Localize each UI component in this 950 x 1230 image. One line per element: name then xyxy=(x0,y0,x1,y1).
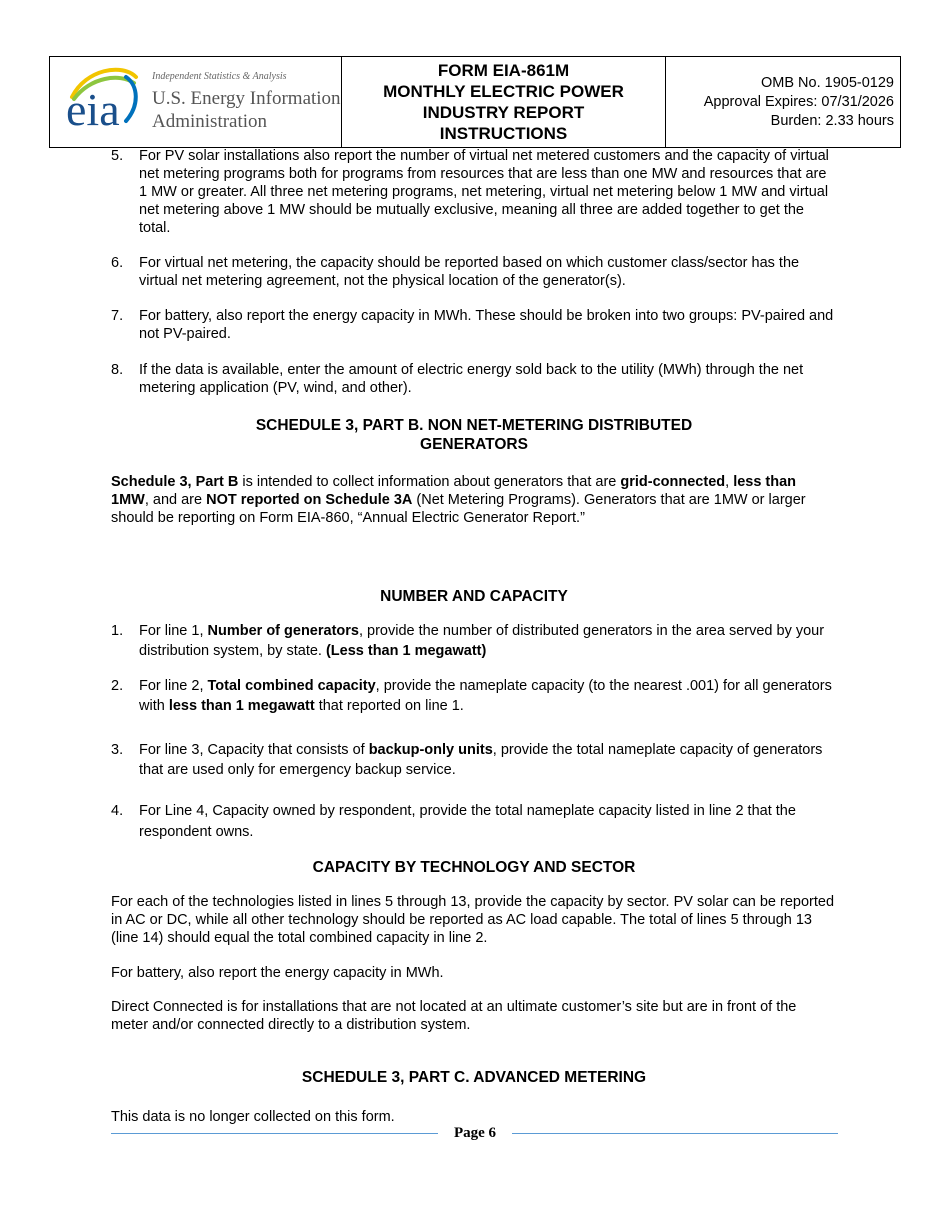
item-text xyxy=(139,621,837,661)
logo-wordmark: eia xyxy=(66,84,120,135)
form-title-line: FORM EIA-861M xyxy=(437,61,570,80)
text-run: For line 1, xyxy=(139,623,208,639)
omb-info xyxy=(666,57,900,147)
battery-note: For battery, also report the energy capacity in MWh. xyxy=(111,965,444,981)
bold-phrase: less than 1MW xyxy=(111,474,797,508)
item-text xyxy=(139,740,837,780)
item-number: 4. xyxy=(111,803,124,819)
item-text xyxy=(139,676,837,716)
footer-rule-right xyxy=(512,1133,838,1134)
item-number: 1. xyxy=(111,623,124,639)
page-number: Page 6 xyxy=(453,1125,497,1141)
item-text: For PV solar installations also report the number of virtual net metered customers and the capacity of virtual net metering programs both for programs from resources that are less than one MW and resources that are 1 MW or greater. All three net metering programs, net metering, virtual net metering below 1 MW and virtual net metering above 1 MW should be mutually exclusive, meaning all three are added together to get the total. xyxy=(139,148,829,236)
item-number: 5. xyxy=(111,148,124,164)
bold-phrase: less than 1 megawatt xyxy=(168,698,315,714)
schedule-3c-note: This data is no longer collected on this form. xyxy=(111,1109,395,1125)
footer-rule-left xyxy=(111,1133,438,1134)
schedule-3b-intro xyxy=(111,473,837,527)
text-run: that reported on line 1. xyxy=(314,698,464,714)
text-run: , xyxy=(725,474,734,490)
org-name-line2: Administration xyxy=(152,111,268,132)
text-run: For line 3, Capacity that consists of xyxy=(139,742,369,758)
item-text: If the data is available, enter the amount of electric energy sold back to the utility (MWh) through the net metering application (PV, wind, and other). xyxy=(139,362,804,396)
item-number: 6. xyxy=(111,255,124,271)
list-item xyxy=(111,621,837,661)
bold-phrase: NOT reported on Schedule 3A xyxy=(206,492,413,508)
burden-hours: Burden: 2.33 hours xyxy=(770,112,894,129)
item-text: For Line 4, Capacity owned by respondent, provide the total nameplate capacity listed in line 2 that the respondent owns. xyxy=(139,803,796,840)
bold-phrase: backup-only units xyxy=(368,742,493,758)
list-item xyxy=(111,254,837,290)
form-title-line: MONTHLY ELECTRIC POWER xyxy=(383,82,624,101)
text-run: For line 2, xyxy=(139,678,208,694)
form-title xyxy=(342,57,666,147)
item-number: 7. xyxy=(111,308,124,324)
item-text: For virtual net metering, the capacity should be reported based on which customer class/sector has the virtual net metering agreement, not the physical location of the generator(s). xyxy=(139,255,800,289)
eia-logo-cell xyxy=(50,57,342,147)
bold-phrase: Total combined capacity xyxy=(207,678,376,694)
bold-phrase: grid-connected xyxy=(620,474,726,490)
logo-tagline: Independent Statistics & Analysis xyxy=(152,71,287,82)
item-number: 8. xyxy=(111,362,124,378)
omb-number: OMB No. 1905-0129 xyxy=(761,74,894,91)
bold-phrase: (Less than 1 megawatt) xyxy=(325,643,487,659)
form-title-line: INSTRUCTIONS xyxy=(439,124,568,143)
direct-connected-note: Direct Connected is for installations that are not located at an ultimate customer’s site but are in front of the meter and/or connected directly to a distribution system. xyxy=(111,999,797,1033)
list-item xyxy=(111,676,837,716)
text-run: is intended to collect information about generators that are xyxy=(238,474,621,490)
tech-sector-para: For each of the technologies listed in lines 5 through 13, provide the capacity by sector. PV solar can be reported in AC or DC, while all other technology should be reported as AC load capable. The total of lines 5 through 13 (line 14) should equal the total combined capacity in line 2. xyxy=(111,894,835,946)
form-header xyxy=(49,56,901,148)
text-run: (Net Metering Programs). Generators that are 1MW or larger should be reporting on Form EIA-860, “Annual Electric Generator Report.” xyxy=(111,492,806,526)
text-run: , provide the nameplate capacity (to the nearest .001) for all generators with xyxy=(139,678,832,714)
approval-expiry: Approval Expires: 07/31/2026 xyxy=(703,93,894,110)
list-item xyxy=(111,147,837,237)
bold-phrase: Schedule 3, Part B xyxy=(111,474,239,490)
text-run: , provide the number of distributed generators in the area served by your distribution system, by state. xyxy=(139,623,825,659)
item-text: For battery, also report the energy capacity in MWh. These should be broken into two groups: PV-paired and not PV-paired. xyxy=(139,308,834,342)
form-title-line: INDUSTRY REPORT xyxy=(422,103,585,122)
heading-line: SCHEDULE 3, PART B. NON NET-METERING DISTRIBUTED xyxy=(255,417,693,434)
text-run: , and are xyxy=(144,492,207,508)
list-item xyxy=(111,801,837,843)
item-number: 2. xyxy=(111,678,124,694)
item-number: 3. xyxy=(111,742,124,758)
text-run: , provide the total nameplate capacity of generators that are used only for emergency backup service. xyxy=(139,742,823,778)
heading-line: GENERATORS xyxy=(420,436,528,453)
section-heading-schedule-3b xyxy=(111,416,837,454)
section-heading-tech-sector: CAPACITY BY TECHNOLOGY AND SECTOR xyxy=(312,859,636,876)
list-item xyxy=(111,307,837,343)
list-item xyxy=(111,361,837,397)
eia-logo-icon xyxy=(64,63,154,135)
bold-phrase: Number of generators xyxy=(207,623,359,639)
section-heading-number-capacity: NUMBER AND CAPACITY xyxy=(380,588,568,605)
list-item xyxy=(111,740,837,780)
section-heading-schedule-3c: SCHEDULE 3, PART C. ADVANCED METERING xyxy=(301,1069,647,1086)
org-name-line1: U.S. Energy Information xyxy=(152,88,341,109)
